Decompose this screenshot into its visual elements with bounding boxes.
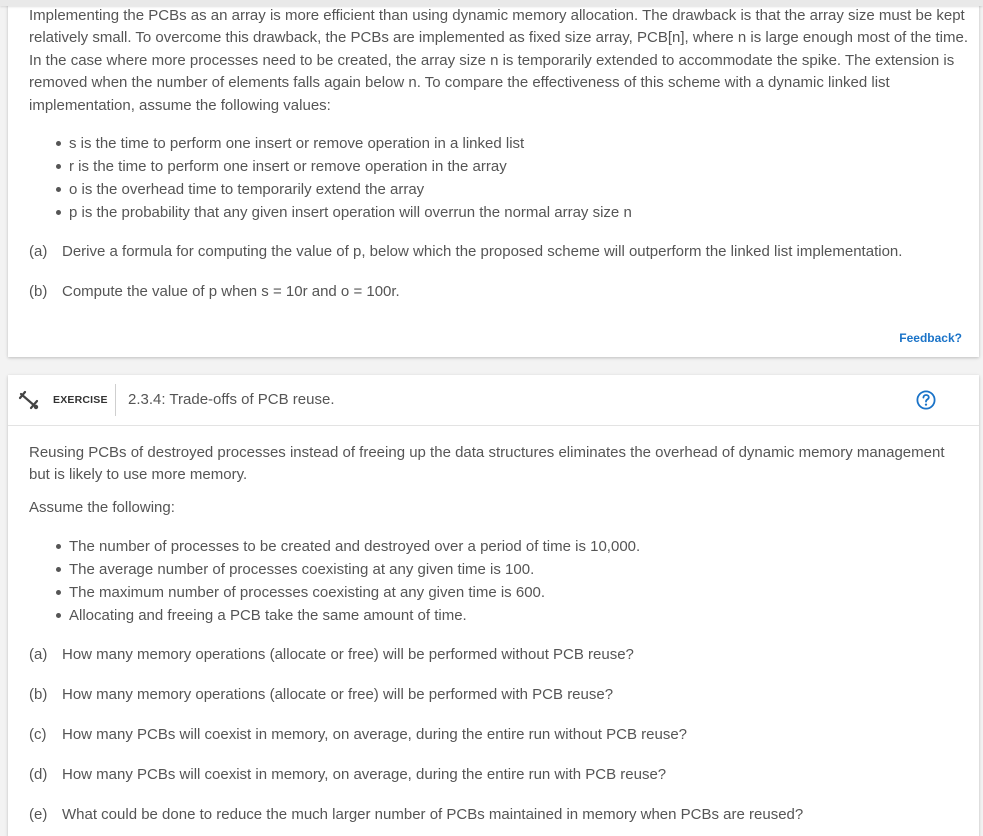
exercise-card-previous (8, 0, 979, 357)
assume-heading: Assume the following: (29, 499, 175, 516)
feedback-link[interactable]: Feedback? (899, 331, 962, 345)
exercise-title: 2.3.4: Trade-offs of PCB reuse. (128, 391, 335, 408)
question-c (29, 724, 687, 746)
question-text: Derive a formula for computing the value of p, below which the proposed scheme will outperform the linked list implementation. (62, 243, 903, 260)
question-label: (c) (29, 726, 47, 743)
list-item: The number of processes to be created and destroyed over a period of time is 10,000. (69, 535, 640, 558)
list-item: p is the probability that any given insert operation will overrun the normal array size n (69, 201, 632, 224)
exercise-kind-label: EXERCISE (53, 394, 108, 406)
question-text: How many memory operations (allocate or free) will be performed with PCB reuse? (62, 686, 614, 703)
question-text: What could be done to reduce the much larger number of PCBs maintained in memory when PCBs are reused? (62, 806, 804, 823)
exercise-intro-text: Reusing PCBs of destroyed processes instead of freeing up the data structures eliminates the overhead of dynamic memory management but is likely to use more memory. (29, 444, 945, 484)
list-item: The maximum number of processes coexisting at any given time is 600. (69, 581, 640, 604)
list-item: Allocating and freeing a PCB take the same amount of time. (69, 604, 640, 627)
exercise-card (8, 375, 979, 836)
exercise-intro-text: Implementing the PCBs as an array is more efficient than using dynamic memory allocation. The drawback is that the array size must be kept relatively small. To overcome this drawback, the PCBs are implemented as fixed size array, PCB[n], where n is large enough most of the time. In the case where more processes need to be created, the array size n is temporarily extended to accommodate the spike. The extension is removed when the number of elements falls again below n. To compare the effectiveness of this scheme with a dynamic linked list implementation, assume the following values: (29, 7, 969, 114)
question-label: (d) (29, 766, 48, 783)
list-item: The average number of processes coexisting at any given time is 100. (69, 558, 640, 581)
exercise-header (8, 375, 979, 426)
question-label: (a) (29, 646, 48, 663)
question-label: (b) (29, 283, 48, 300)
question-d (29, 764, 666, 786)
question-label: (a) (29, 243, 48, 260)
list-item: s is the time to perform one insert or remove operation in a linked list (69, 132, 632, 155)
top-bar (0, 0, 983, 6)
question-label: (e) (29, 806, 48, 823)
question-label: (b) (29, 686, 48, 703)
question-text: How many PCBs will coexist in memory, on average, during the entire run with PCB reuse? (62, 766, 667, 783)
question-e (29, 804, 803, 826)
question-b (29, 281, 400, 303)
list-item: o is the overhead time to temporarily extend the array (69, 178, 632, 201)
question-a (29, 644, 634, 666)
help-circle-icon[interactable] (915, 389, 937, 411)
question-b (29, 684, 613, 706)
list-item: r is the time to perform one insert or remove operation in the array (69, 155, 632, 178)
assumptions-list (29, 535, 640, 627)
question-a (29, 241, 902, 263)
question-text: Compute the value of p when s = 10r and o = 100r. (62, 283, 400, 300)
assumptions-list (29, 132, 632, 224)
question-text: How many PCBs will coexist in memory, on average, during the entire run without PCB reuse? (62, 726, 687, 743)
exercise-tools-icon (18, 389, 40, 411)
question-text: How many memory operations (allocate or free) will be performed without PCB reuse? (62, 646, 634, 663)
header-divider (115, 384, 116, 416)
